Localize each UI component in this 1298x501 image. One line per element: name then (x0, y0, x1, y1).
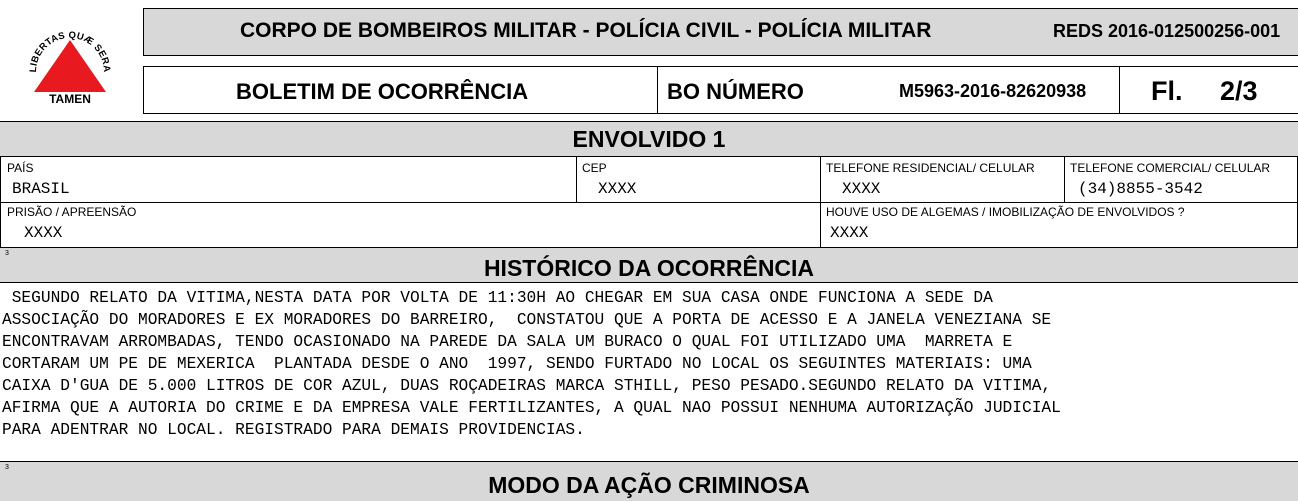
organizations-title: CORPO DE BOMBEIROS MILITAR - POLÍCIA CIVIL - POLÍCIA MILITAR (240, 19, 932, 42)
pais-value: BRASIL (12, 180, 70, 198)
prisao-label: PRISÃO / APREENSÃO (7, 205, 137, 219)
grid-line (820, 157, 821, 247)
algemas-value: XXXX (830, 224, 869, 242)
bo-number: M5963-2016-82620938 (899, 81, 1087, 101)
section-envolvido-title: ENVOLVIDO 1 (572, 126, 726, 152)
tel-com-label: TELEFONE COMERCIAL/ CELULAR (1070, 161, 1271, 175)
page-box (1119, 66, 1298, 114)
svg-text:TAMEN: TAMEN (49, 92, 91, 106)
cep-value: XXXX (598, 180, 637, 198)
section-historico-title: HISTÓRICO DA OCORRÊNCIA (483, 255, 815, 281)
reds-number: REDS 2016-012500256-001 (1053, 21, 1281, 41)
grid-line (576, 157, 577, 202)
pais-label: PAÍS (7, 161, 34, 175)
section-historico-header (0, 247, 1298, 283)
svg-text:LIBERTAS QUÆ SERA: LIBERTAS QUÆ SERA (27, 29, 113, 73)
doc-title: BOLETIM DE OCORRÊNCIA (236, 79, 529, 104)
prisao-value: XXXX (24, 224, 63, 242)
grid-line (1064, 157, 1065, 202)
coat-of-arms-logo (22, 26, 118, 106)
algemas-label: HOUVE USO DE ALGEMAS / IMOBILIZAÇÃO DE ENVOLVIDOS ? (826, 205, 1185, 219)
tel-res-label: TELEFONE RESIDENCIAL/ CELULAR (826, 161, 1035, 175)
fl-label: Fl. (1151, 76, 1183, 106)
section-marker: 3 (5, 464, 9, 471)
section-envolvido-header (0, 121, 1298, 157)
grid-line (0, 202, 1298, 203)
page-number: 2/3 (1220, 76, 1258, 106)
historico-narrative: SEGUNDO RELATO DA VITIMA,NESTA DATA POR VOLTA DE 11:30H AO CHEGAR EM SUA CASA ONDE FUNCIONA A SEDE DA ASSOCIAÇÃO DO MORADORES E EX MORADORES DO BARREIRO, CONSTATOU QUE A PORTA DE ACESSO E A JANELA VENEZIANA SE ENCONTRAVAM ARROMBADAS, TENDO OCASIONADO NA PAREDE DA SALA UM BURACO O QUAL FOI UTILIZADO UMA MARRETA E CORTARAM UM PE DE MEXERICA PLANTADA DESDE O ANO 1997, SENDO FURTADO NO LOCAL OS SEGUINTES MATERIAIS: UMA CAIXA D'GUA DE 5.000 LITROS DE COR AZUL, DUAS ROÇADEIRAS MARCA STHILL, PESO PESADO.SEGUNDO RELATO DA VITIMA, AFIRMA QUE A AUTORIA DO CRIME E DA EMPRESA VALE FERTILIZANTES, A QUAL NAO POSSUI NENHUMA AUTORIZAÇÃO JUDICIAL PARA ADENTRAR NO LOCAL. REGISTRADO PARA DEMAIS PROVIDENCIAS. (2, 289, 1061, 439)
tel-com-value: (34)8855-3542 (1078, 180, 1203, 198)
section-marker: 3 (5, 250, 9, 257)
bo-number-label: BO NÚMERO (667, 79, 804, 104)
section-modo-title: MODO DA AÇÃO CRIMINOSA (488, 472, 810, 498)
section-modo-header (0, 461, 1298, 501)
cep-label: CEP (582, 161, 607, 175)
tel-res-value: XXXX (842, 180, 881, 198)
